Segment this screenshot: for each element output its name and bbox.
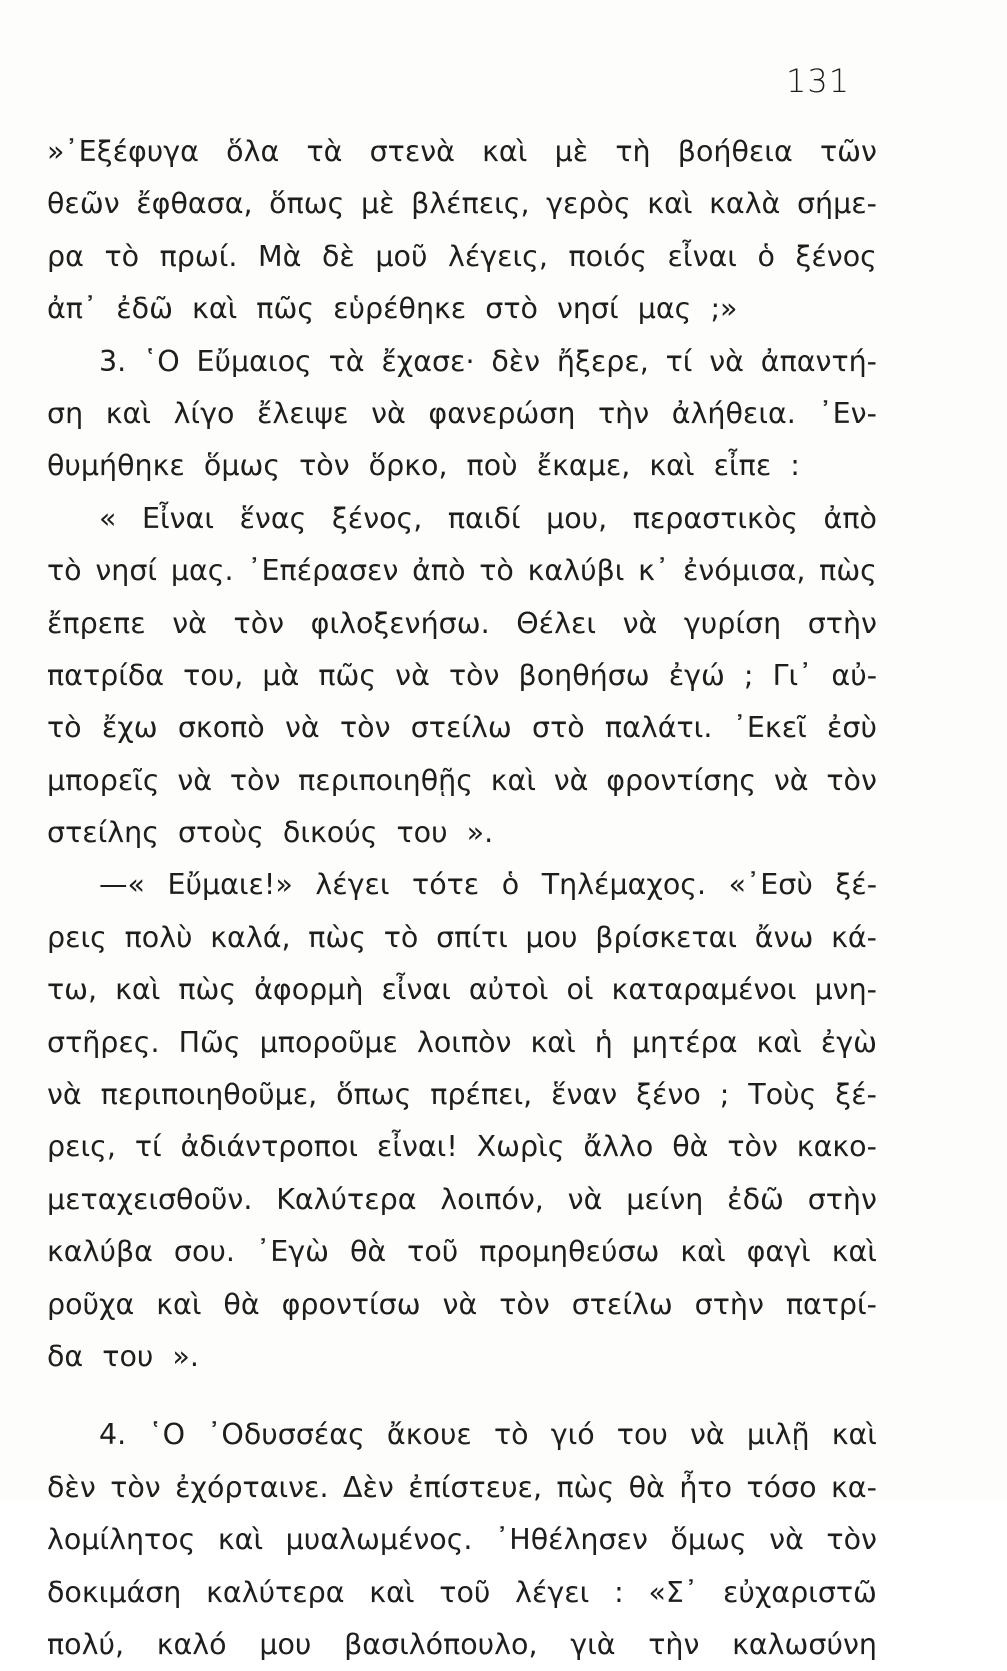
text-line: ρεις πολὺ καλά, πὼς τὸ σπίτι μου βρίσκεται ἄνω κά- [47,920,877,954]
text-line: καλύβα σου. ᾿Εγὼ θὰ τοῦ προμηθεύσω καὶ φαγὶ καὶ [47,1235,877,1269]
paragraph-gap [47,1383,877,1409]
text-line: μπορεῖς νὰ τὸν περιποιηθῇς καὶ νὰ φροντίσης νὰ τὸν [47,763,877,797]
text-line: ση καὶ λίγο ἔλειψε νὰ φανερώση τὴν ἀλήθεια. ᾿Εν- [47,396,877,430]
text-line: ἔπρεπε νὰ τὸν φιλοξενήσω. Θέλει νὰ γυρίση στὴν [47,606,877,640]
text-line: δοκιμάση καλύτερα καὶ τοῦ λέγει : «Σ᾿ εὐχαριστῶ [47,1575,877,1609]
paragraph-start-line: —« Εὔμαιε!» λέγει τότε ὁ Τηλέμαχος. «᾿Εσὺ ξέ- [99,868,877,902]
text-line: τὸ ἔχω σκοπὸ νὰ τὸν στείλω στὸ παλάτι. ᾿Εκεῖ ἐσὺ [47,711,877,745]
text-line: μεταχεισθοῦν. Καλύτερα λοιπόν, νὰ μείνη ἐδῶ στὴν [47,1182,877,1216]
text-line: δὲν τὸν ἐχόρταινε. Δὲν ἐπίστευε, πὼς θὰ ἦτο τόσο κα- [47,1470,877,1504]
text-line: τὸ νησί μας. ᾿Επέρασεν ἀπὸ τὸ καλύβι κ᾿ ἐνόμισα, πὼς [47,554,877,588]
text-line: λομίλητος καὶ μυαλωμένος. ᾿Ηθέλησεν ὅμως νὰ τὸν [47,1523,877,1557]
text-line: ρεις, τί ἀδιάντροποι εἶναι! Χωρὶς ἄλλο θὰ τὸν κακο- [47,1130,877,1164]
paragraph-start-line: 3. ῾Ο Εὔμαιος τὰ ἔχασε· δὲν ἤξερε, τί νὰ ἀπαντή- [99,344,877,378]
text-line: θυμήθηκε ὅμως τὸν ὅρκο, ποὺ ἔκαμε, καὶ εἶπε : [47,449,800,483]
text-line: στῆρες. Πῶς μποροῦμε λοιπὸν καὶ ἡ μητέρα καὶ ἐγὼ [47,1025,877,1059]
text-line: στείλης στοὺς δικούς του ». [47,816,494,850]
text-line: ρα τὸ πρωί. Μὰ δὲ μοῦ λέγεις, ποιός εἶναι ὁ ξένος [47,239,877,273]
paragraph-start-line: 4. ῾Ο ᾿Οδυσσέας ἄκουε τὸ γιό του νὰ μιλῇ καὶ [99,1418,877,1452]
paragraph-start-line: « Εἶναι ἕνας ξένος, παιδί μου, περαστικὸς ἀπὸ [99,501,877,535]
page-number: 131 [786,62,851,100]
text-line: πολύ, καλό μου βασιλόπουλο, γιὰ τὴν καλωσύνη [47,1627,877,1661]
text-line: τω, καὶ πὼς ἀφορμὴ εἶναι αὐτοὶ οἱ καταραμένοι μνη- [47,973,877,1007]
text-line: ροῦχα καὶ θὰ φροντίσω νὰ τὸν στείλω στὴν πατρί- [47,1287,877,1321]
text-line: »᾿Εξέφυγα ὅλα τὰ στενὰ καὶ μὲ τὴ βοήθεια τῶν [47,135,877,168]
text-line: δα του ». [47,1339,199,1373]
text-line: θεῶν ἔφθασα, ὅπως μὲ βλέπεις, γερὸς καὶ καλὰ σήμε- [47,187,877,221]
text-line: ἀπ᾿ ἐδῶ καὶ πῶς εὑρέθηκε στὸ νησί μας ;» [47,292,738,326]
text-line: πατρίδα του, μὰ πῶς νὰ τὸν βοηθήσω ἐγώ ; Γι᾿ αὐ- [47,658,877,692]
text-line: νὰ περιποιηθοῦμε, ὅπως πρέπει, ἕναν ξένο ; Τοὺς ξέ- [47,1078,877,1112]
body-text [47,126,877,1671]
